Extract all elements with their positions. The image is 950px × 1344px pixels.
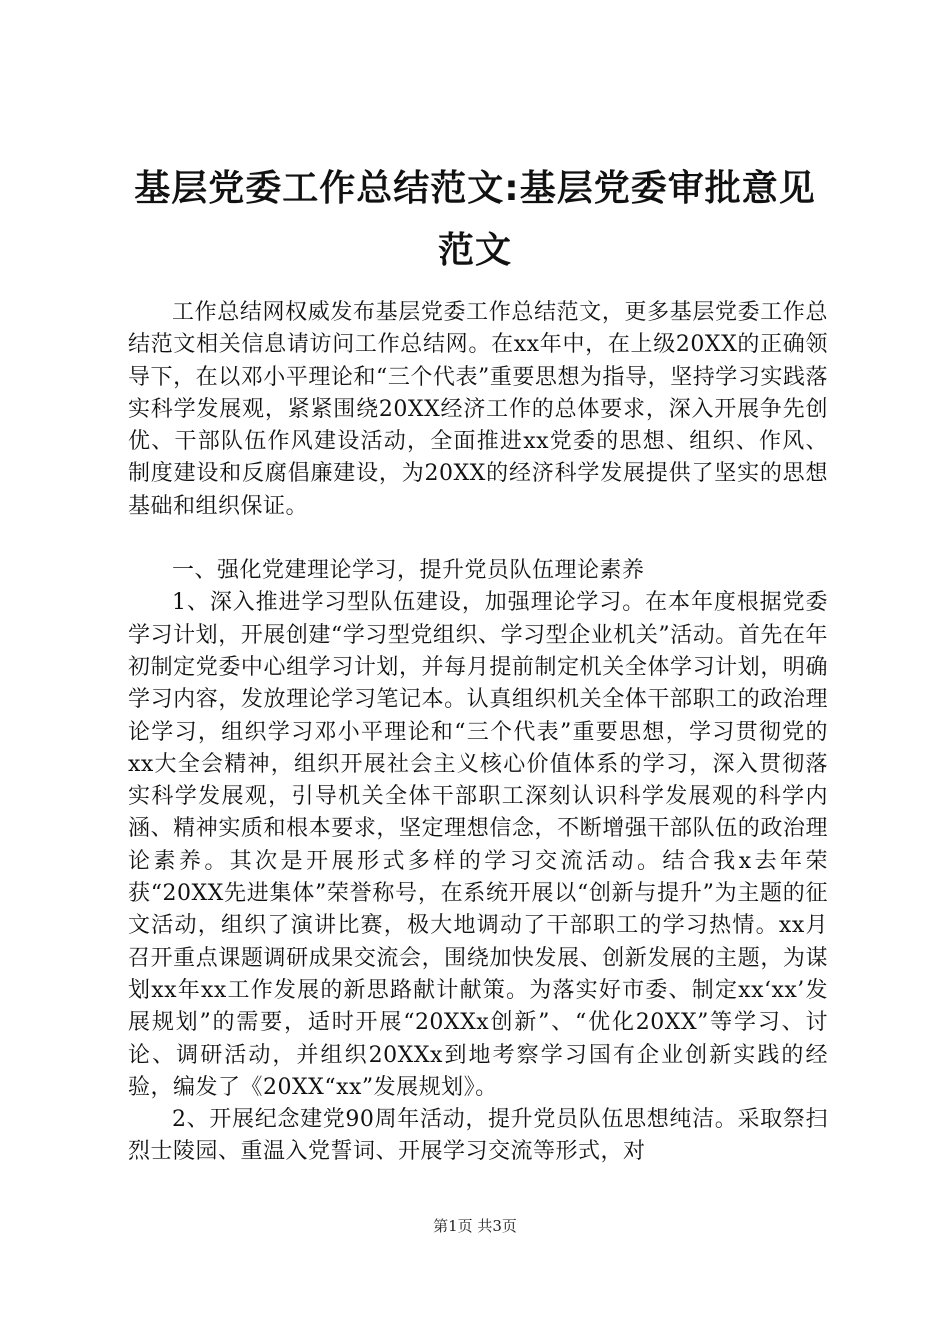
intro-paragraph: 工作总结网权威发布基层党委工作总结范文，更多基层党委工作总结范文相关信息请访问工作总结网。在xx年中，在上级20XX的正确领导下，在以邓小平理论和“三个代表”重要思想为指导，坚持学习实践落实科学发展观，紧紧围绕20XX经济工作的总体要求，深入开展争先创优、干部队伍作风建设活动，全面推进xx党委的思想、组织、作风、制度建设和反腐倡廉建设，为20XX的经济科学发展提供了坚实的思想基础和组织保证。 [128,300,828,519]
document-body [128,297,828,1169]
section-heading: 一、强化党建理论学习，提升党员队伍理论素养 [172,558,645,584]
document-title: 基层党委工作总结范文:基层党委审批意见范文 [134,168,816,271]
body-paragraph: 2、开展纪念建党90周年活动，提升党员队伍思想纯洁。采取祭扫烈士陵园、重温入党誓词、开展学习交流等形式，对 [128,1107,828,1165]
body-paragraph: 1、深入推进学习型队伍建设，加强理论学习。在本年度根据党委学习计划，开展创建“学习型党组织、学习型企业机关”活动。首先在年初制定党委中心组学习计划，并每月提前制定机关全体学习计划，明确学习内容，发放理论学习笔记本。认真组织机关全体干部职工的政治理论学习，组织学习邓小平理论和“三个代表”重要思想，学习贯彻党的xx大全会精神，组织开展社会主义核心价值体系的学习，深入贯彻落实科学发展观，引导机关全体干部职工深刻认识科学发展观的科学内涵、精神实质和根本要求，坚定理想信念，不断增强干部队伍的政治理论素养。其次是开展形式多样的学习交流活动。结合我x去年荣获“20XX先进集体”荣誉称号，在系统开展以“创新与提升”为主题的征文活动，组织了演讲比赛，极大地调动了干部职工的学习热情。xx月召开重点课题调研成果交流会，围绕加快发展、创新发展的主题，为谋划xx年xx工作发展的新思路献计献策。为落实好市委、制定xx‘xx’发展规划”的需要，适时开展“20XXx创新”、“优化20XX”等学习、讨论、调研活动，并组织20XXx到地考察学习国有企业创新实践的经验，编发了《20XX“xx”发展规划》。 [128,590,828,1100]
page-footer: 第1页 共3页 [433,1217,517,1235]
